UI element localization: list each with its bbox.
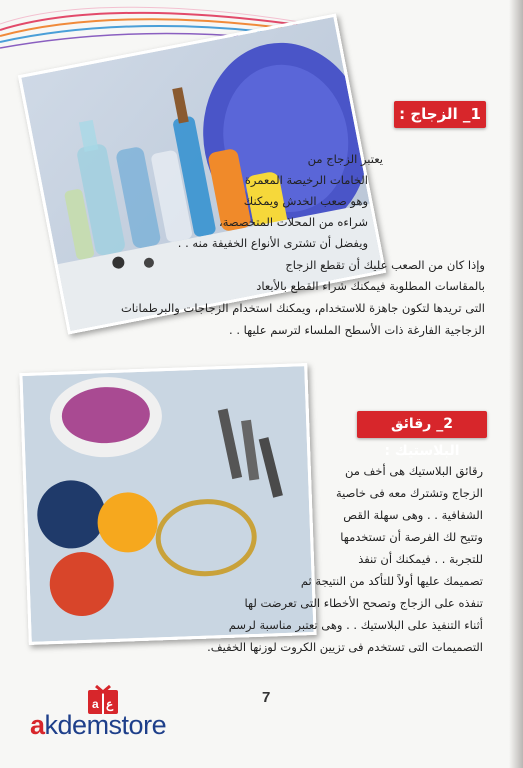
body-text-line: الزجاجية الفارغة ذات الأسطح الملساء لترسم عليها . .	[229, 323, 485, 337]
body-text-line: تصميمك عليها أولاً للتأكد من النتيجة ثم	[300, 574, 483, 588]
body-text-line: ويفضل أن تشترى الأنواع الخفيفة منه . .	[177, 236, 368, 250]
body-text-line: تنفذه على الزجاج وتصحح الأخطاء التى تعرضت لها	[244, 596, 483, 610]
section-heading-plastic: 2_ رقائق البلاستيك :	[357, 411, 487, 438]
svg-text:a: a	[92, 697, 99, 711]
section-heading-glass: 1_ الزجاج :	[394, 101, 486, 128]
body-text-line: وهو صعب الخدش ويمكنك	[243, 194, 368, 208]
body-text-line: يعتبر الزجاج من	[307, 152, 383, 166]
body-text-line: وتتيح لك الفرصة أن تستخدمها	[340, 530, 483, 544]
page-number: 7	[262, 689, 271, 706]
body-text-line: رقائق البلاستيك هى أخف من	[344, 464, 483, 478]
body-text-line: أثناء التنفيذ على البلاستيك . . وهى تعتبر مناسبة لرسم	[228, 618, 483, 632]
body-text-line: للتجربة . . فيمكنك أن تنفذ	[358, 552, 483, 566]
body-text-line: التصميمات التى تستخدم فى تزيين الكروت لوزنها الخفيف.	[207, 640, 483, 654]
svg-text:ع: ع	[106, 697, 114, 711]
akdemstore-logo: akdemstore	[30, 710, 167, 740]
body-text-line: بالمقاسات المطلوبة فيمكنك شراء القطع بالأبعاد	[256, 279, 485, 293]
body-text-line: وإذا كان من الصعب عليك أن تقطع الزجاج	[285, 258, 485, 272]
body-text-line: شراءه من المحلات المتخصصة،	[218, 215, 368, 229]
body-text-line: الخامات الرخيصة المعمرة	[244, 173, 368, 187]
body-text-line: التى تريدها لتكون جاهزة للاستخدام، ويمكنك استخدام الزجاجات والبرطمانات	[120, 301, 485, 315]
body-text-line: الزجاج وتشترك معه فى خاصية	[336, 486, 483, 500]
body-text-line: الشفافية . . وهى سهلة القص	[343, 508, 483, 522]
